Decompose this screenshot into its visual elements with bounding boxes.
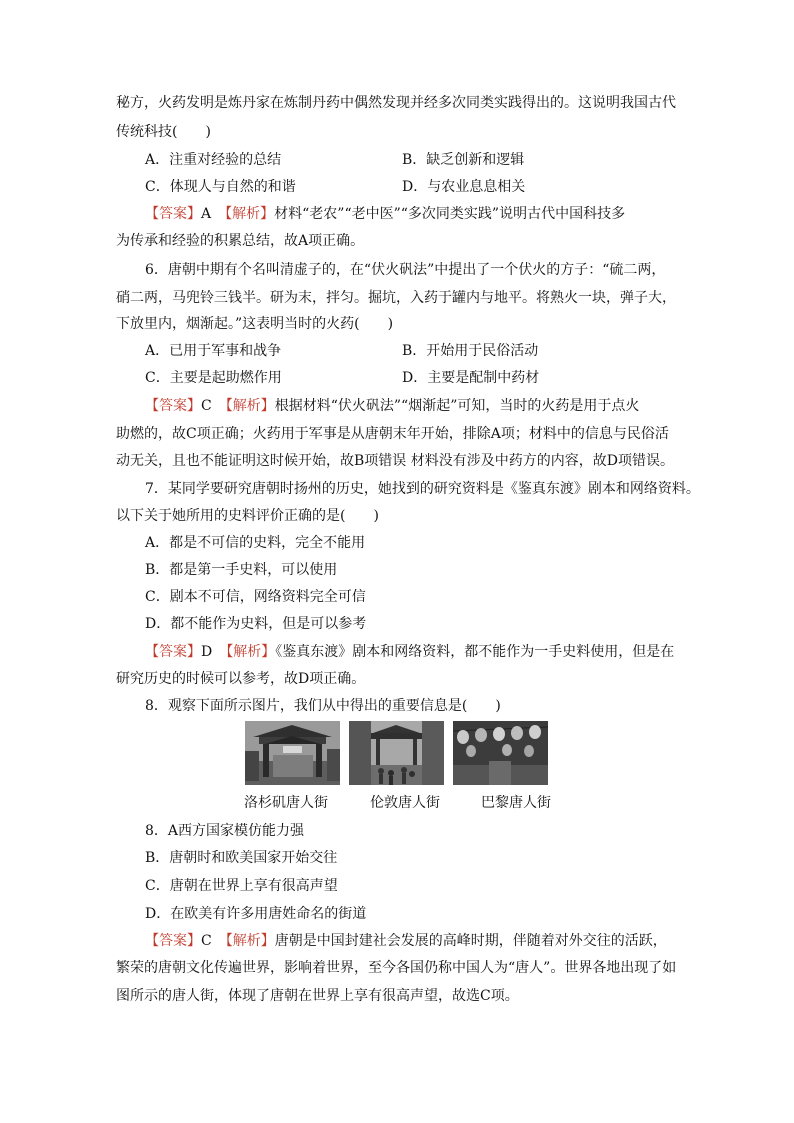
q5-option-b: B．缺乏创新和逻辑 <box>402 152 525 168</box>
q6-option-b: B．开始用于民俗活动 <box>402 343 539 359</box>
analysis-text: 材料“老农”“老中医”“多次同类实践”说明古代中国科技多 <box>274 206 626 222</box>
q5-stem-line: 传统科技( ) <box>116 124 211 140</box>
q5-analysis-line: 为传承和经验的积累总结，故A项正确。 <box>116 233 365 249</box>
q8-option-a: 8．A西方国家模仿能力强 <box>145 823 305 839</box>
q7-option-d: D．都不能作为史料，但是可以参考 <box>145 616 367 632</box>
q7-option-a: A．都是不可信的史料，完全不能用 <box>145 535 366 551</box>
q6-stem-line: 硝二两，马兜铃三钱半。研为末，拌匀。掘坑，入药于罐内与地平。将熟火一块，弹子大， <box>116 290 676 306</box>
answer-letter: A <box>201 206 212 222</box>
analysis-tag: 【解析】 <box>225 398 275 414</box>
analysis-text: 《鉴真东渡》剧本和网络资料，都不能作为一手史料使用，但是在 <box>275 644 675 660</box>
q7-stem-line: 7．某同学要研究唐朝时扬州的历史，她找到的研究资料是《鉴真东渡》剧本和网络资料。 <box>145 481 700 497</box>
q5-stem-line: 秘方，火药发明是炼丹家在炼制丹药中偶然发现并经多次同类实践得出的。这说明我国古代 <box>116 95 676 111</box>
q8-option-c: C．唐朝在世界上享有很高声望 <box>145 878 338 894</box>
q6-option-c: C．主要是起助燃作用 <box>145 370 282 386</box>
answer-letter: C <box>201 933 212 949</box>
q8-analysis-line: 繁荣的唐朝文化传遍世界，影响着世界，至今各国仍称中国人为“唐人”。世界各地出现了如 <box>116 960 677 976</box>
q5-answer-line <box>145 204 625 224</box>
q5-option-c: C．体现人与自然的和谐 <box>145 179 296 195</box>
q8-answer-line <box>145 931 667 951</box>
photo-paris-chinatown <box>453 721 548 785</box>
answer-tag: 【答案】 <box>145 933 201 949</box>
photo-caption-los-angeles: 洛杉矶唐人街 <box>244 795 328 811</box>
q6-stem-line: 下放里内，烟渐起。”这表明当时的火药( ) <box>116 316 394 332</box>
photo-caption-paris: 巴黎唐人街 <box>481 795 551 811</box>
q8-stem-line: 8．观察下面所示图片，我们从中得出的重要信息是( ) <box>145 698 501 714</box>
q6-option-d: D．主要是配制中药材 <box>402 370 540 386</box>
photo-los-angeles-chinatown <box>245 721 340 785</box>
q7-answer-line <box>145 642 674 662</box>
photo-caption-london: 伦敦唐人街 <box>370 795 440 811</box>
analysis-text: 唐朝是中国封建社会发展的高峰时期，伴随着对外交往的活跃， <box>274 933 667 949</box>
q7-option-c: C．剧本不可信，网络资料完全可信 <box>145 589 366 605</box>
q6-stem-line: 6．唐朝中期有个名叫清虚子的，在“伏火矾法”中提出了一个伏火的方子：“硫二两， <box>145 262 666 278</box>
q7-analysis-line: 研究历史的时候可以参考，故D项正确。 <box>116 671 366 687</box>
answer-letter: D <box>201 644 213 660</box>
q5-option-d: D．与农业息息相关 <box>402 179 526 195</box>
q8-analysis-line: 图所示的唐人街，体现了唐朝在世界上享有很高声望，故选C项。 <box>116 988 519 1004</box>
answer-tag: 【答案】 <box>145 644 201 660</box>
answer-tag: 【答案】 <box>145 398 201 414</box>
q8-option-d: D．在欧美有许多用唐姓命名的街道 <box>145 906 367 922</box>
analysis-tag: 【解析】 <box>226 644 276 660</box>
q6-answer-line <box>145 396 639 416</box>
answer-letter: C <box>201 398 212 414</box>
q6-option-a: A．已用于军事和战争 <box>145 343 282 359</box>
analysis-tag: 【解析】 <box>225 206 275 222</box>
q7-stem-line: 以下关于她所用的史料评价正确的是( ) <box>116 508 379 524</box>
chinatown-photos <box>245 721 550 787</box>
q6-analysis-line: 动无关，且也不能证明这时候开始，故B项错误 材料没有涉及中药方的内容，故D项错误。 <box>116 453 674 469</box>
q7-option-b: B．都是第一手史料，可以使用 <box>145 562 338 578</box>
q8-option-b: B．唐朝时和欧美国家开始交往 <box>145 850 338 866</box>
photo-london-chinatown <box>349 721 444 785</box>
analysis-text: 根据材料“伏火矾法”“烟渐起”可知，当时的火药是用于点火 <box>274 398 640 414</box>
analysis-tag: 【解析】 <box>225 933 275 949</box>
q5-option-a: A．注重对经验的总结 <box>145 152 282 168</box>
q6-analysis-line: 助燃的，故C项正确；火药用于军事是从唐朝末年开始，排除A项；材料中的信息与民俗活 <box>116 426 669 442</box>
answer-tag: 【答案】 <box>145 206 201 222</box>
